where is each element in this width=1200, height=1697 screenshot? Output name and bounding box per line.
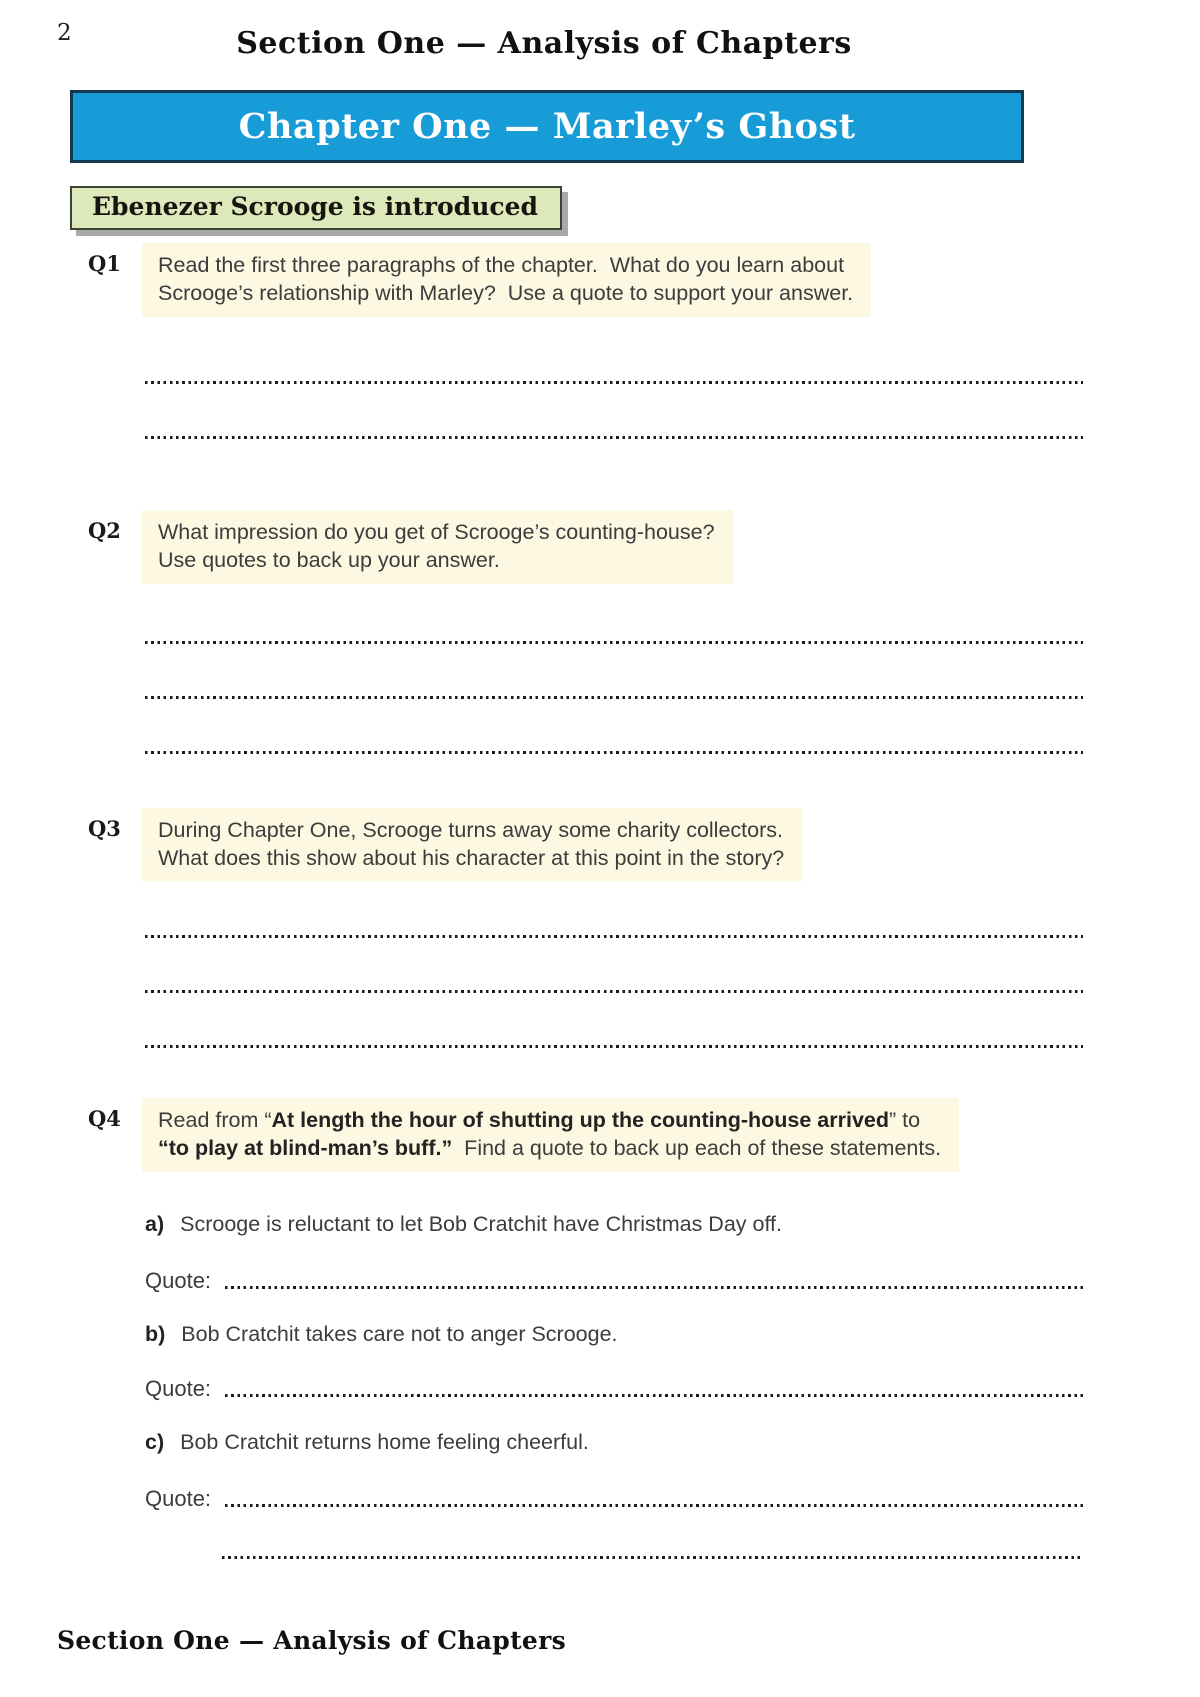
quote-label: Quote: <box>145 1268 212 1293</box>
question-line <box>158 1134 941 1162</box>
answer-line <box>225 1286 1083 1289</box>
question-text <box>142 808 802 882</box>
subitem-label: b) <box>145 1322 166 1346</box>
question-label: Q3 <box>88 816 121 841</box>
subitem-text: Scrooge is reluctant to let Bob Cratchit have Christmas Day off. <box>180 1212 782 1236</box>
question-line: What impression do you get of Scrooge’s counting-house? <box>158 520 715 544</box>
subitem-b <box>145 1322 618 1347</box>
question-q1 <box>88 243 871 317</box>
question-line: Use quotes to back up your answer. <box>158 548 500 572</box>
question-text-part-bold: “to play at blind-man’s buff.” <box>158 1136 453 1160</box>
answer-line <box>145 381 1083 384</box>
question-label: Q4 <box>88 1106 121 1131</box>
question-q2 <box>88 510 733 584</box>
subitem-text: Bob Cratchit returns home feeling cheerful. <box>180 1430 589 1454</box>
answer-line <box>145 436 1083 439</box>
subitem-a <box>145 1212 782 1237</box>
quote-row-b <box>145 1376 1083 1402</box>
subitem-label: a) <box>145 1212 165 1236</box>
answer-line <box>145 1045 1083 1048</box>
question-line: During Chapter One, Scrooge turns away some charity collectors. <box>158 818 783 842</box>
section-header-title: Section One — Analysis of Chapters <box>236 26 852 61</box>
question-text-part: ” to <box>889 1108 921 1132</box>
question-text-part: Find a quote to back up each of these statements. <box>452 1136 942 1160</box>
answer-line <box>145 935 1083 938</box>
question-text-part-bold: At length the hour of shutting up the counting-house arrived <box>271 1108 890 1132</box>
question-line: Scrooge’s relationship with Marley? Use a quote to support your answer. <box>158 281 854 305</box>
question-text <box>142 1098 959 1172</box>
answer-line <box>222 1556 1083 1559</box>
answer-line <box>225 1394 1083 1397</box>
question-line: Read the first three paragraphs of the chapter. What do you learn about <box>158 253 845 277</box>
subitem-text: Bob Cratchit takes care not to anger Scrooge. <box>181 1322 618 1346</box>
answer-line <box>145 696 1083 699</box>
section-footer-title: Section One — Analysis of Chapters <box>57 1626 566 1655</box>
answer-line <box>145 990 1083 993</box>
answer-line <box>145 641 1083 644</box>
question-text <box>142 510 733 584</box>
question-q3 <box>88 808 802 882</box>
question-text-part: Read from “ <box>158 1108 272 1132</box>
subitem-label: c) <box>145 1430 165 1454</box>
chapter-title: Chapter One — Marley’s Ghost <box>238 106 856 147</box>
quote-label: Quote: <box>145 1376 212 1401</box>
question-label: Q2 <box>88 518 121 543</box>
chapter-banner <box>70 90 1024 163</box>
question-line: What does this show about his character at this point in the story? <box>158 846 785 870</box>
question-text <box>142 243 871 317</box>
quote-row-c <box>145 1486 1083 1512</box>
topic-heading: Ebenezer Scrooge is introduced <box>70 186 562 230</box>
answer-line <box>225 1504 1083 1507</box>
answer-line <box>145 751 1083 754</box>
quote-label: Quote: <box>145 1486 212 1511</box>
quote-row-a <box>145 1268 1083 1294</box>
subitem-c <box>145 1430 589 1455</box>
question-label: Q1 <box>88 251 121 276</box>
question-q4 <box>88 1098 959 1172</box>
question-line <box>158 1106 941 1134</box>
page-number: 2 <box>57 20 72 46</box>
